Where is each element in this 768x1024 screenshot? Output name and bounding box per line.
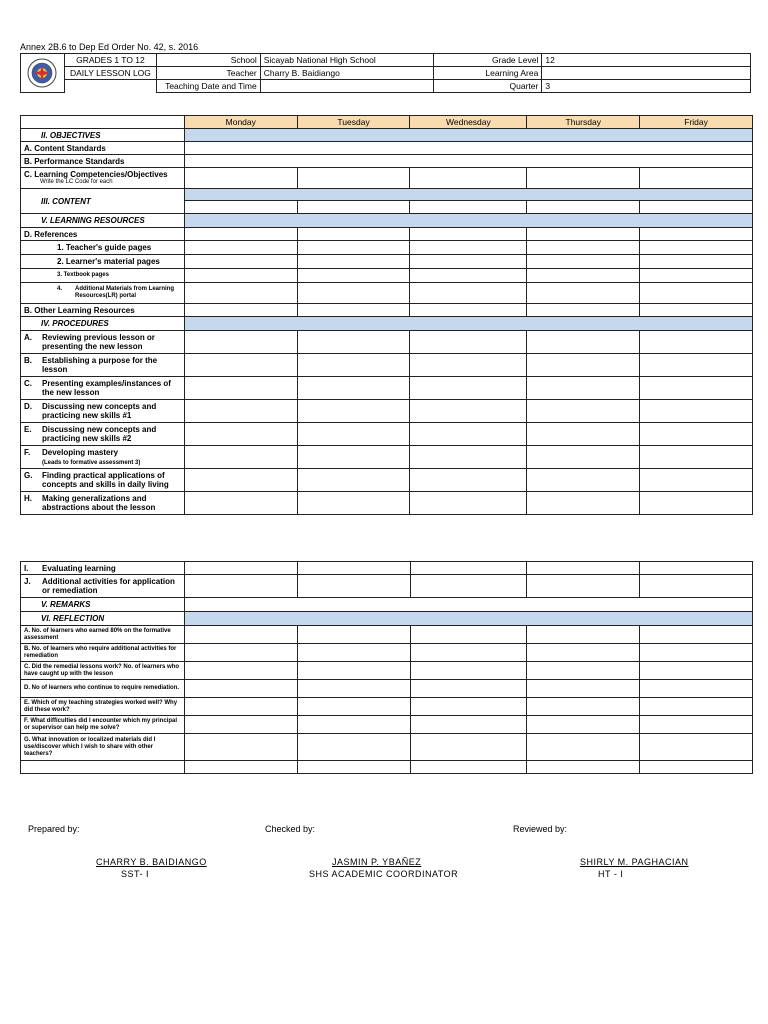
procedure-a-label: Reviewing previous lesson or presenting the new lesson (42, 333, 155, 351)
cell[interactable] (640, 283, 753, 304)
cell[interactable] (410, 354, 527, 377)
cell[interactable] (184, 734, 297, 761)
procedure-h-label: Making generalizations and abstractions about the lesson (42, 494, 156, 512)
cell[interactable] (527, 562, 640, 575)
cell[interactable] (640, 492, 753, 515)
learners-material-label: 2. Learner's material pages (21, 255, 185, 269)
procedure-g-number: G. (24, 471, 33, 480)
cell[interactable] (410, 283, 527, 304)
cell[interactable] (410, 662, 527, 680)
table-row (21, 304, 753, 317)
cell[interactable] (297, 269, 410, 283)
cell[interactable] (297, 354, 410, 377)
teacher-label: Teacher (156, 67, 260, 80)
teaching-date-value[interactable] (260, 80, 434, 93)
procedure-b-number: B. (24, 356, 32, 365)
cell[interactable] (184, 492, 297, 515)
cell[interactable] (410, 644, 527, 662)
cell[interactable] (527, 469, 640, 492)
procedure-a-cell (21, 331, 185, 354)
deped-seal-icon (27, 58, 57, 88)
cell[interactable] (297, 734, 410, 761)
procedure-f-note: (Leads to formative assessment 3) (42, 459, 141, 466)
cell[interactable] (527, 716, 640, 734)
lc-code-note: Write the LC Code for each (40, 179, 113, 185)
table-row (21, 446, 753, 469)
cell[interactable] (297, 644, 410, 662)
cell[interactable] (527, 644, 640, 662)
reviewed-by-label: Reviewed by: (513, 824, 568, 834)
prepared-by-label: Prepared by: (28, 824, 80, 834)
cell[interactable] (527, 734, 640, 761)
cell[interactable] (527, 168, 640, 189)
additional-activities-cell (21, 575, 185, 598)
checked-by-label: Checked by: (265, 824, 316, 834)
table-row (21, 155, 753, 168)
daily-lesson-log-title: DAILY LESSON LOG (64, 67, 156, 80)
reflection-g-label: G. What innovation or localized materials did I use/discover which I wish to share with other teachers? (21, 734, 185, 761)
cell[interactable] (184, 228, 297, 241)
cell[interactable] (184, 562, 297, 575)
learning-area-value[interactable] (542, 67, 751, 80)
cell[interactable] (297, 626, 410, 644)
procedure-b-label: Establishing a purpose for the lesson (42, 356, 158, 374)
procedure-e-cell (21, 423, 185, 446)
table-row (21, 142, 753, 155)
cell[interactable] (527, 680, 640, 698)
cell[interactable] (527, 269, 640, 283)
procedure-h-cell (21, 492, 185, 515)
cell[interactable] (410, 269, 527, 283)
cell[interactable] (640, 446, 753, 469)
cell[interactable] (410, 168, 527, 189)
cell[interactable] (410, 492, 527, 515)
evaluation-table (20, 561, 753, 774)
cell[interactable] (184, 255, 297, 269)
table-row (21, 377, 753, 400)
cell[interactable] (410, 377, 527, 400)
grade-level-label: Grade Level (434, 54, 542, 67)
competencies-label: C. Learning Competencies/Objectives (24, 170, 168, 179)
table-row (21, 644, 753, 662)
content-standards-cell[interactable] (184, 142, 752, 155)
cell[interactable] (410, 562, 527, 575)
cell[interactable] (297, 283, 410, 304)
content-standards-label: A. Content Standards (21, 142, 185, 155)
cell[interactable] (184, 698, 297, 716)
procedure-c-cell (21, 377, 185, 400)
cell[interactable] (297, 201, 410, 214)
cell[interactable] (297, 400, 410, 423)
grade-level-value[interactable]: 12 (542, 54, 751, 67)
cell[interactable] (297, 168, 410, 189)
cell[interactable] (297, 562, 410, 575)
cell[interactable] (527, 255, 640, 269)
cell[interactable] (184, 331, 297, 354)
table-row (21, 168, 753, 189)
evaluating-label: Evaluating learning (42, 563, 116, 573)
cell[interactable] (297, 680, 410, 698)
cell[interactable] (640, 168, 753, 189)
additional-activities-label: Additional activities for application or remediation (42, 577, 175, 595)
table-row (21, 680, 753, 698)
cell[interactable] (640, 331, 753, 354)
procedure-b-cell (21, 354, 185, 377)
teacher-value[interactable]: Charry B. Baidiango (260, 67, 434, 80)
procedure-f-label: Developing mastery (42, 447, 119, 457)
cell[interactable] (184, 626, 297, 644)
cell[interactable] (297, 241, 410, 255)
annex-reference: Annex 2B.6 to Dep Ed Order No. 42, s. 2016 (20, 42, 199, 52)
table-row (21, 698, 753, 716)
cell[interactable] (184, 283, 297, 304)
checked-by-name: JASMIN P. YBAÑEZ (332, 857, 422, 867)
cell[interactable] (297, 492, 410, 515)
performance-standards-cell[interactable] (184, 155, 752, 168)
table-row (21, 400, 753, 423)
deped-seal-cell (21, 54, 65, 93)
content-heading: III. CONTENT (21, 189, 185, 214)
cell[interactable] (184, 761, 297, 774)
cell[interactable] (640, 734, 753, 761)
table-row (21, 716, 753, 734)
cell[interactable] (527, 283, 640, 304)
cell[interactable] (297, 423, 410, 446)
table-row (21, 492, 753, 515)
cell[interactable] (184, 241, 297, 255)
cell[interactable] (184, 644, 297, 662)
day-header-row (21, 116, 753, 129)
table-row (21, 331, 753, 354)
table-row (21, 269, 753, 283)
cell[interactable] (410, 255, 527, 269)
cell[interactable] (527, 423, 640, 446)
cell[interactable] (527, 446, 640, 469)
cell[interactable] (527, 354, 640, 377)
day-tuesday: Tuesday (297, 116, 410, 129)
cell[interactable] (527, 228, 640, 241)
cell[interactable] (410, 626, 527, 644)
cell[interactable] (297, 331, 410, 354)
learning-resources-heading: V. LEARNING RESOURCES (21, 214, 185, 228)
cell[interactable] (640, 201, 753, 214)
procedure-e-number: E. (24, 425, 32, 434)
cell[interactable] (640, 626, 753, 644)
cell[interactable] (527, 331, 640, 354)
cell[interactable] (184, 716, 297, 734)
cell[interactable] (410, 469, 527, 492)
cell[interactable] (184, 469, 297, 492)
cell[interactable] (640, 377, 753, 400)
prepared-by-title: SST- I (121, 869, 150, 879)
cell[interactable] (410, 400, 527, 423)
reflection-d-label: D. No of learners who continue to require remediation. (21, 680, 185, 698)
school-label: School (156, 54, 260, 67)
procedure-f-cell (21, 446, 185, 469)
cell[interactable] (410, 228, 527, 241)
procedure-g-label: Finding practical applications of concepts and skills in daily living (42, 471, 169, 489)
cell[interactable] (297, 304, 410, 317)
table-row (21, 734, 753, 761)
evaluating-number: I. (24, 563, 29, 573)
cell[interactable] (640, 469, 753, 492)
cell[interactable] (640, 241, 753, 255)
teaching-date-label: Teaching Date and Time (156, 80, 260, 93)
cell[interactable] (527, 626, 640, 644)
day-friday: Friday (640, 116, 753, 129)
cell[interactable] (297, 469, 410, 492)
additional-materials-number: 4. (57, 286, 63, 292)
additional-activities-number: J. (24, 577, 31, 586)
reflection-f-label: F. What difficulties did I encounter which my principal or supervisor can help me solve? (21, 716, 185, 734)
table-row (21, 761, 753, 774)
procedure-a-number: A. (24, 333, 32, 342)
evaluating-cell (21, 562, 185, 575)
cell[interactable] (410, 331, 527, 354)
table-row (21, 575, 753, 598)
table-row (21, 354, 753, 377)
cell[interactable] (184, 354, 297, 377)
objectives-heading: II. OBJECTIVES (21, 129, 185, 142)
cell[interactable] (640, 562, 753, 575)
cell[interactable] (410, 575, 527, 598)
cell[interactable] (410, 304, 527, 317)
procedure-h-number: H. (24, 494, 32, 503)
reviewed-by-title: HT - I (598, 869, 624, 879)
table-row (21, 241, 753, 255)
cell[interactable] (410, 761, 527, 774)
additional-materials-cell (21, 283, 185, 304)
cell[interactable] (184, 446, 297, 469)
cell[interactable] (297, 255, 410, 269)
procedure-d-cell (21, 400, 185, 423)
cell[interactable] (527, 698, 640, 716)
cell[interactable] (640, 698, 753, 716)
remarks-cell[interactable] (184, 598, 752, 612)
cell[interactable] (640, 644, 753, 662)
day-thursday: Thursday (527, 116, 640, 129)
cell[interactable] (410, 423, 527, 446)
reviewed-by-name: SHIRLY M. PAGHACIAN (580, 857, 689, 867)
cell[interactable] (640, 400, 753, 423)
cell[interactable] (297, 761, 410, 774)
day-wednesday: Wednesday (410, 116, 527, 129)
cell[interactable] (410, 698, 527, 716)
cell[interactable] (527, 761, 640, 774)
other-resources-label: B. Other Learning Resources (21, 304, 185, 317)
procedure-f-number: F. (24, 447, 31, 457)
cell[interactable] (184, 168, 297, 189)
cell[interactable] (184, 269, 297, 283)
cell[interactable] (184, 680, 297, 698)
table-row (21, 662, 753, 680)
table-row (21, 255, 753, 269)
cell[interactable] (640, 716, 753, 734)
cell[interactable] (184, 575, 297, 598)
cell[interactable] (184, 377, 297, 400)
reflection-a-label: A. No. of learners who earned 80% on the formative assessment (21, 626, 185, 644)
teachers-guide-label: 1. Teacher's guide pages (21, 241, 185, 255)
cell[interactable] (297, 662, 410, 680)
cell[interactable] (527, 400, 640, 423)
cell[interactable] (527, 662, 640, 680)
cell[interactable] (527, 377, 640, 400)
cell[interactable] (297, 228, 410, 241)
reflection-heading: VI. REFLECTION (21, 612, 185, 626)
additional-materials-label: Additional Materials from Learning Resources(LR) portal (75, 286, 175, 299)
procedure-d-label: Discussing new concepts and practicing new skills #1 (42, 402, 157, 420)
table-row (21, 562, 753, 575)
cell[interactable] (184, 423, 297, 446)
cell[interactable] (184, 304, 297, 317)
cell[interactable] (640, 255, 753, 269)
cell[interactable] (184, 201, 297, 214)
procedure-c-number: C. (24, 379, 32, 388)
procedure-g-cell (21, 469, 185, 492)
cell[interactable] (297, 446, 410, 469)
cell[interactable] (640, 354, 753, 377)
cell[interactable] (640, 662, 753, 680)
cell[interactable] (297, 575, 410, 598)
lesson-log-table (20, 115, 753, 515)
cell[interactable] (297, 698, 410, 716)
cell[interactable] (640, 269, 753, 283)
quarter-value[interactable]: 3 (542, 80, 751, 93)
cell[interactable] (527, 241, 640, 255)
cell[interactable] (640, 228, 753, 241)
day-monday: Monday (184, 116, 297, 129)
table-row (21, 228, 753, 241)
quarter-label: Quarter (434, 80, 542, 93)
reflection-b-label: B. No. of learners who require additional activities for remediation (21, 644, 185, 662)
cell[interactable] (410, 680, 527, 698)
cell[interactable] (527, 575, 640, 598)
cell[interactable] (640, 680, 753, 698)
references-label: D. References (21, 228, 185, 241)
cell[interactable] (410, 446, 527, 469)
checked-by-title: SHS ACADEMIC COORDINATOR (309, 869, 459, 879)
school-value[interactable]: Sicayab National High School (260, 54, 434, 67)
cell[interactable] (640, 304, 753, 317)
cell[interactable] (640, 575, 753, 598)
cell[interactable] (410, 734, 527, 761)
cell[interactable] (297, 377, 410, 400)
table-row (21, 283, 753, 304)
table-row (21, 469, 753, 492)
cell[interactable] (410, 201, 527, 214)
cell[interactable] (527, 201, 640, 214)
header-table (20, 53, 751, 93)
cell[interactable] (297, 716, 410, 734)
cell[interactable] (640, 761, 753, 774)
cell[interactable] (527, 492, 640, 515)
cell[interactable] (527, 304, 640, 317)
procedure-e-label: Discussing new concepts and practicing new skills #2 (42, 425, 157, 443)
procedure-d-number: D. (24, 402, 32, 411)
table-row (21, 423, 753, 446)
procedure-c-label: Presenting examples/instances of the new lesson (42, 379, 171, 397)
textbook-pages-label: 3. Textbook pages (21, 269, 185, 283)
prepared-by-name: CHARRY B. BAIDIANGO (96, 857, 207, 867)
performance-standards-label: B. Performance Standards (21, 155, 185, 168)
competencies-cell (21, 168, 185, 189)
remarks-heading: V. REMARKS (21, 598, 185, 612)
cell[interactable] (184, 662, 297, 680)
cell[interactable] (184, 400, 297, 423)
reflection-c-label: C. Did the remedial lessons work? No. of learners who have caught up with the lesson (21, 662, 185, 680)
cell[interactable] (640, 423, 753, 446)
cell[interactable] (410, 241, 527, 255)
procedures-heading: IV. PROCEDURES (21, 317, 185, 331)
cell[interactable] (410, 716, 527, 734)
table-row (21, 626, 753, 644)
learning-area-label: Learning Area (434, 67, 542, 80)
reflection-e-label: E. Which of my teaching strategies worked well? Why did these work? (21, 698, 185, 716)
grades-label: GRADES 1 TO 12 (64, 54, 156, 67)
